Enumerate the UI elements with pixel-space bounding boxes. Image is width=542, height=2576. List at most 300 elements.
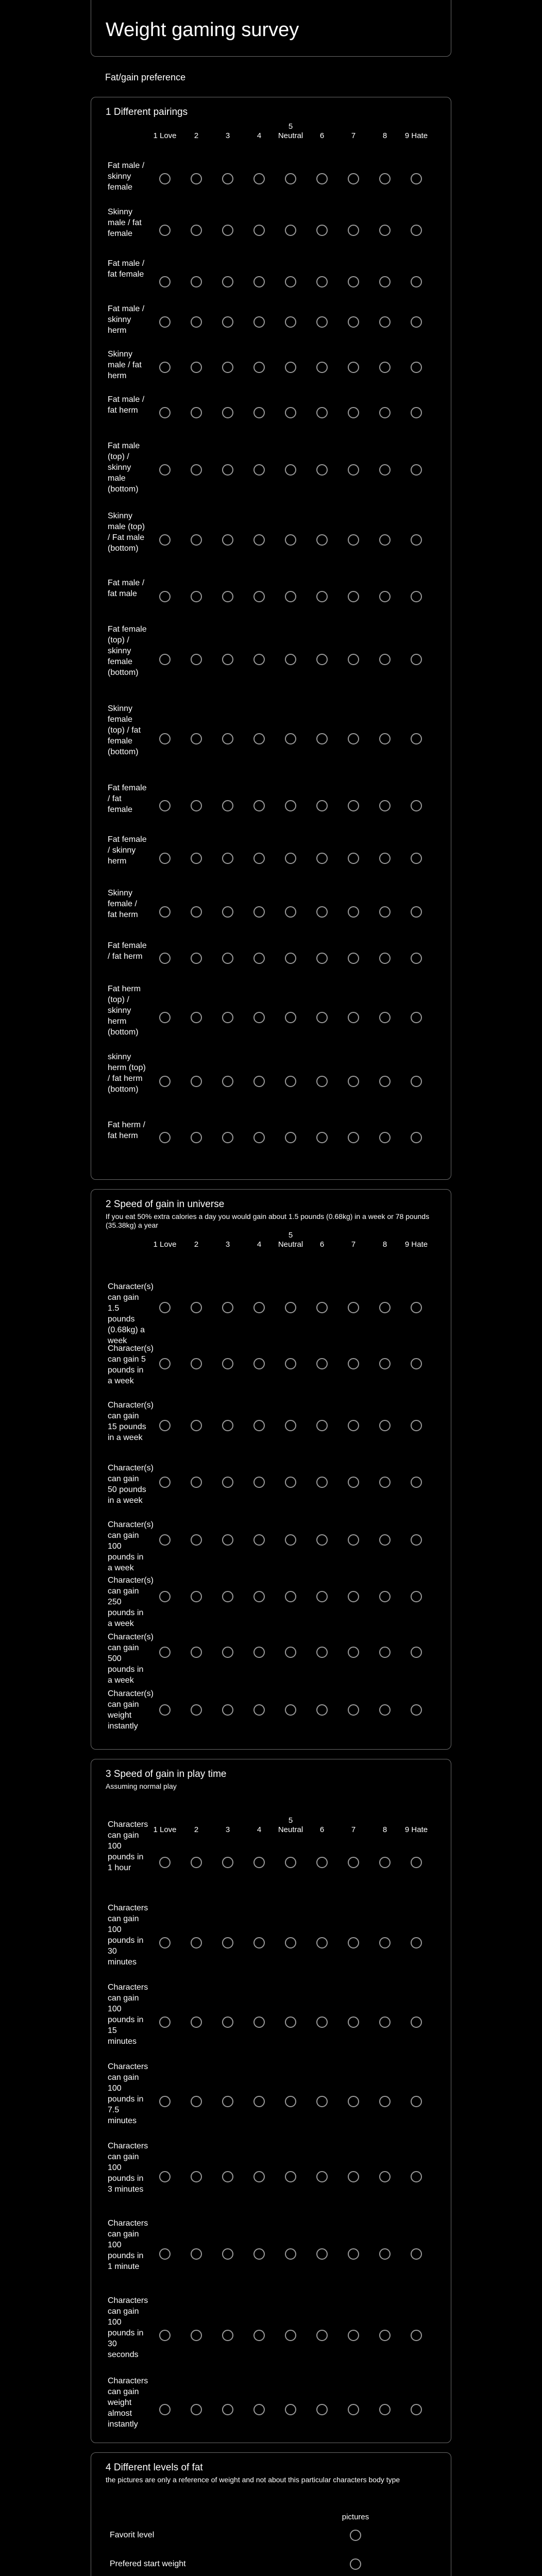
q1-row-13-option-8-radio[interactable]	[379, 853, 391, 864]
q1-row-12-option-7-radio[interactable]	[348, 800, 359, 811]
q1-row-13-option-6-radio[interactable]	[316, 853, 328, 864]
q2-row-5-option-8-radio[interactable]	[379, 1534, 391, 1546]
q1-row-17-option-9-radio[interactable]	[411, 1076, 422, 1087]
q3-row-7-option-7-radio[interactable]	[348, 2330, 359, 2341]
q2-row-1-option-6-radio[interactable]	[316, 1302, 328, 1313]
q2-row-1-option-1-radio[interactable]	[159, 1302, 171, 1313]
q1-row-5-option-4-radio[interactable]	[253, 362, 265, 373]
question-4-row-2-radio[interactable]	[350, 2558, 361, 2570]
q3-row-3-option-6-radio[interactable]	[316, 2016, 328, 2028]
q1-row-10-option-6-radio[interactable]	[316, 654, 328, 665]
q1-row-16-option-7-radio[interactable]	[348, 1012, 359, 1023]
q1-row-13-option-7-radio[interactable]	[348, 853, 359, 864]
q1-row-7-option-7-radio[interactable]	[348, 464, 359, 476]
q2-row-3-option-5-radio[interactable]	[285, 1420, 296, 1431]
q3-row-2-option-8-radio[interactable]	[379, 1937, 391, 1948]
q1-row-12-option-1-radio[interactable]	[159, 800, 171, 811]
q3-row-5-option-4-radio[interactable]	[253, 2171, 265, 2182]
q2-row-3-option-1-radio[interactable]	[159, 1420, 171, 1431]
q3-row-7-option-9-radio[interactable]	[411, 2330, 422, 2341]
q1-row-9-option-3-radio[interactable]	[222, 591, 233, 602]
q1-row-2-option-8-radio[interactable]	[379, 225, 391, 236]
q3-row-1-option-5-radio[interactable]	[285, 1857, 296, 1868]
q1-row-17-option-1-radio[interactable]	[159, 1076, 171, 1087]
q2-row-1-option-5-radio[interactable]	[285, 1302, 296, 1313]
q1-row-11-option-4-radio[interactable]	[253, 733, 265, 744]
q1-row-2-option-2-radio[interactable]	[191, 225, 202, 236]
q1-row-11-option-1-radio[interactable]	[159, 733, 171, 744]
q1-row-4-option-3-radio[interactable]	[222, 316, 233, 328]
q3-row-6-option-4-radio[interactable]	[253, 2248, 265, 2260]
q3-row-5-option-3-radio[interactable]	[222, 2171, 233, 2182]
q1-row-2-option-9-radio[interactable]	[411, 225, 422, 236]
q1-row-3-option-8-radio[interactable]	[379, 276, 391, 287]
q1-row-7-option-5-radio[interactable]	[285, 464, 296, 476]
q1-row-15-option-9-radio[interactable]	[411, 953, 422, 964]
q1-row-16-option-4-radio[interactable]	[253, 1012, 265, 1023]
q3-row-2-option-7-radio[interactable]	[348, 1937, 359, 1948]
q2-row-3-option-9-radio[interactable]	[411, 1420, 422, 1431]
q1-row-17-option-4-radio[interactable]	[253, 1076, 265, 1087]
q1-row-17-option-5-radio[interactable]	[285, 1076, 296, 1087]
q2-row-3-option-4-radio[interactable]	[253, 1420, 265, 1431]
q1-row-11-option-6-radio[interactable]	[316, 733, 328, 744]
q3-row-6-option-7-radio[interactable]	[348, 2248, 359, 2260]
q2-row-2-option-5-radio[interactable]	[285, 1358, 296, 1369]
q3-row-8-option-8-radio[interactable]	[379, 2404, 391, 2415]
q1-row-13-option-4-radio[interactable]	[253, 853, 265, 864]
q3-row-7-option-2-radio[interactable]	[191, 2330, 202, 2341]
q2-row-5-option-5-radio[interactable]	[285, 1534, 296, 1546]
q2-row-2-option-3-radio[interactable]	[222, 1358, 233, 1369]
q1-row-7-option-3-radio[interactable]	[222, 464, 233, 476]
q2-row-1-option-2-radio[interactable]	[191, 1302, 202, 1313]
q2-row-8-option-2-radio[interactable]	[191, 1704, 202, 1716]
q2-row-3-option-2-radio[interactable]	[191, 1420, 202, 1431]
q3-row-1-option-4-radio[interactable]	[253, 1857, 265, 1868]
q1-row-1-option-2-radio[interactable]	[191, 173, 202, 184]
q3-row-1-option-9-radio[interactable]	[411, 1857, 422, 1868]
q3-row-8-option-7-radio[interactable]	[348, 2404, 359, 2415]
q3-row-7-option-6-radio[interactable]	[316, 2330, 328, 2341]
q2-row-1-option-9-radio[interactable]	[411, 1302, 422, 1313]
q2-row-4-option-2-radio[interactable]	[191, 1477, 202, 1488]
q2-row-6-option-4-radio[interactable]	[253, 1591, 265, 1602]
q2-row-1-option-8-radio[interactable]	[379, 1302, 391, 1313]
q3-row-3-option-8-radio[interactable]	[379, 2016, 391, 2028]
q3-row-2-option-3-radio[interactable]	[222, 1937, 233, 1948]
q3-row-1-option-7-radio[interactable]	[348, 1857, 359, 1868]
q1-row-8-option-5-radio[interactable]	[285, 534, 296, 546]
q2-row-7-option-2-radio[interactable]	[191, 1647, 202, 1658]
q1-row-4-option-1-radio[interactable]	[159, 316, 171, 328]
q1-row-1-option-7-radio[interactable]	[348, 173, 359, 184]
q1-row-18-option-8-radio[interactable]	[379, 1132, 391, 1143]
q1-row-5-option-3-radio[interactable]	[222, 362, 233, 373]
q1-row-7-option-1-radio[interactable]	[159, 464, 171, 476]
q1-row-1-option-6-radio[interactable]	[316, 173, 328, 184]
q3-row-2-option-2-radio[interactable]	[191, 1937, 202, 1948]
q2-row-4-option-3-radio[interactable]	[222, 1477, 233, 1488]
q1-row-8-option-9-radio[interactable]	[411, 534, 422, 546]
q2-row-3-option-7-radio[interactable]	[348, 1420, 359, 1431]
q1-row-10-option-9-radio[interactable]	[411, 654, 422, 665]
q2-row-8-option-4-radio[interactable]	[253, 1704, 265, 1716]
q1-row-18-option-1-radio[interactable]	[159, 1132, 171, 1143]
q1-row-17-option-7-radio[interactable]	[348, 1076, 359, 1087]
q1-row-12-option-5-radio[interactable]	[285, 800, 296, 811]
q3-row-5-option-8-radio[interactable]	[379, 2171, 391, 2182]
q3-row-4-option-4-radio[interactable]	[253, 2096, 265, 2107]
q3-row-2-option-9-radio[interactable]	[411, 1937, 422, 1948]
q2-row-6-option-8-radio[interactable]	[379, 1591, 391, 1602]
q2-row-8-option-1-radio[interactable]	[159, 1704, 171, 1716]
q3-row-6-option-9-radio[interactable]	[411, 2248, 422, 2260]
q1-row-14-option-6-radio[interactable]	[316, 906, 328, 918]
q1-row-18-option-7-radio[interactable]	[348, 1132, 359, 1143]
q3-row-5-option-9-radio[interactable]	[411, 2171, 422, 2182]
q1-row-6-option-6-radio[interactable]	[316, 407, 328, 418]
q3-row-2-option-5-radio[interactable]	[285, 1937, 296, 1948]
q1-row-13-option-9-radio[interactable]	[411, 853, 422, 864]
q2-row-8-option-3-radio[interactable]	[222, 1704, 233, 1716]
q3-row-4-option-3-radio[interactable]	[222, 2096, 233, 2107]
q1-row-1-option-9-radio[interactable]	[411, 173, 422, 184]
q2-row-1-option-3-radio[interactable]	[222, 1302, 233, 1313]
q1-row-5-option-1-radio[interactable]	[159, 362, 171, 373]
q1-row-17-option-3-radio[interactable]	[222, 1076, 233, 1087]
q3-row-6-option-8-radio[interactable]	[379, 2248, 391, 2260]
q3-row-8-option-4-radio[interactable]	[253, 2404, 265, 2415]
q1-row-2-option-4-radio[interactable]	[253, 225, 265, 236]
q2-row-2-option-6-radio[interactable]	[316, 1358, 328, 1369]
q1-row-4-option-8-radio[interactable]	[379, 316, 391, 328]
q1-row-5-option-2-radio[interactable]	[191, 362, 202, 373]
q2-row-8-option-9-radio[interactable]	[411, 1704, 422, 1716]
q2-row-5-option-3-radio[interactable]	[222, 1534, 233, 1546]
q3-row-6-option-1-radio[interactable]	[159, 2248, 171, 2260]
q1-row-9-option-4-radio[interactable]	[253, 591, 265, 602]
q1-row-15-option-1-radio[interactable]	[159, 953, 171, 964]
q1-row-5-option-5-radio[interactable]	[285, 362, 296, 373]
q1-row-15-option-3-radio[interactable]	[222, 953, 233, 964]
q1-row-3-option-7-radio[interactable]	[348, 276, 359, 287]
q1-row-12-option-9-radio[interactable]	[411, 800, 422, 811]
q1-row-11-option-2-radio[interactable]	[191, 733, 202, 744]
q1-row-9-option-6-radio[interactable]	[316, 591, 328, 602]
q2-row-4-option-4-radio[interactable]	[253, 1477, 265, 1488]
q2-row-2-option-8-radio[interactable]	[379, 1358, 391, 1369]
q1-row-18-option-6-radio[interactable]	[316, 1132, 328, 1143]
q1-row-10-option-3-radio[interactable]	[222, 654, 233, 665]
q3-row-7-option-5-radio[interactable]	[285, 2330, 296, 2341]
q1-row-10-option-1-radio[interactable]	[159, 654, 171, 665]
q1-row-4-option-4-radio[interactable]	[253, 316, 265, 328]
q1-row-16-option-5-radio[interactable]	[285, 1012, 296, 1023]
q1-row-10-option-2-radio[interactable]	[191, 654, 202, 665]
q2-row-1-option-4-radio[interactable]	[253, 1302, 265, 1313]
q3-row-4-option-9-radio[interactable]	[411, 2096, 422, 2107]
q1-row-12-option-2-radio[interactable]	[191, 800, 202, 811]
q1-row-8-option-4-radio[interactable]	[253, 534, 265, 546]
q1-row-7-option-6-radio[interactable]	[316, 464, 328, 476]
q1-row-12-option-4-radio[interactable]	[253, 800, 265, 811]
q3-row-3-option-2-radio[interactable]	[191, 2016, 202, 2028]
q1-row-10-option-7-radio[interactable]	[348, 654, 359, 665]
q1-row-16-option-6-radio[interactable]	[316, 1012, 328, 1023]
q2-row-2-option-1-radio[interactable]	[159, 1358, 171, 1369]
q2-row-4-option-6-radio[interactable]	[316, 1477, 328, 1488]
q1-row-17-option-6-radio[interactable]	[316, 1076, 328, 1087]
q3-row-3-option-1-radio[interactable]	[159, 2016, 171, 2028]
q1-row-12-option-3-radio[interactable]	[222, 800, 233, 811]
q1-row-16-option-3-radio[interactable]	[222, 1012, 233, 1023]
q1-row-14-option-1-radio[interactable]	[159, 906, 171, 918]
q1-row-15-option-2-radio[interactable]	[191, 953, 202, 964]
q3-row-4-option-8-radio[interactable]	[379, 2096, 391, 2107]
q2-row-6-option-5-radio[interactable]	[285, 1591, 296, 1602]
q1-row-4-option-9-radio[interactable]	[411, 316, 422, 328]
q1-row-6-option-4-radio[interactable]	[253, 407, 265, 418]
q3-row-6-option-5-radio[interactable]	[285, 2248, 296, 2260]
q3-row-4-option-2-radio[interactable]	[191, 2096, 202, 2107]
q1-row-13-option-3-radio[interactable]	[222, 853, 233, 864]
q1-row-11-option-9-radio[interactable]	[411, 733, 422, 744]
q1-row-12-option-8-radio[interactable]	[379, 800, 391, 811]
q3-row-3-option-5-radio[interactable]	[285, 2016, 296, 2028]
q2-row-3-option-6-radio[interactable]	[316, 1420, 328, 1431]
q3-row-8-option-3-radio[interactable]	[222, 2404, 233, 2415]
q1-row-11-option-8-radio[interactable]	[379, 733, 391, 744]
q1-row-5-option-7-radio[interactable]	[348, 362, 359, 373]
q2-row-8-option-5-radio[interactable]	[285, 1704, 296, 1716]
q3-row-2-option-1-radio[interactable]	[159, 1937, 171, 1948]
q3-row-1-option-8-radio[interactable]	[379, 1857, 391, 1868]
q1-row-6-option-1-radio[interactable]	[159, 407, 171, 418]
q2-row-2-option-2-radio[interactable]	[191, 1358, 202, 1369]
q3-row-6-option-3-radio[interactable]	[222, 2248, 233, 2260]
q1-row-18-option-4-radio[interactable]	[253, 1132, 265, 1143]
question-4-row-1-radio[interactable]	[350, 2530, 361, 2541]
q3-row-3-option-9-radio[interactable]	[411, 2016, 422, 2028]
q1-row-3-option-2-radio[interactable]	[191, 276, 202, 287]
q1-row-18-option-3-radio[interactable]	[222, 1132, 233, 1143]
q1-row-6-option-3-radio[interactable]	[222, 407, 233, 418]
q1-row-6-option-7-radio[interactable]	[348, 407, 359, 418]
q1-row-18-option-5-radio[interactable]	[285, 1132, 296, 1143]
q2-row-2-option-4-radio[interactable]	[253, 1358, 265, 1369]
q2-row-8-option-6-radio[interactable]	[316, 1704, 328, 1716]
q2-row-3-option-3-radio[interactable]	[222, 1420, 233, 1431]
q1-row-11-option-7-radio[interactable]	[348, 733, 359, 744]
q2-row-6-option-9-radio[interactable]	[411, 1591, 422, 1602]
q2-row-7-option-7-radio[interactable]	[348, 1647, 359, 1658]
q1-row-13-option-1-radio[interactable]	[159, 853, 171, 864]
q2-row-6-option-2-radio[interactable]	[191, 1591, 202, 1602]
q1-row-9-option-5-radio[interactable]	[285, 591, 296, 602]
q1-row-1-option-3-radio[interactable]	[222, 173, 233, 184]
q3-row-1-option-3-radio[interactable]	[222, 1857, 233, 1868]
q2-row-7-option-5-radio[interactable]	[285, 1647, 296, 1658]
q1-row-8-option-8-radio[interactable]	[379, 534, 391, 546]
q1-row-4-option-5-radio[interactable]	[285, 316, 296, 328]
q1-row-14-option-4-radio[interactable]	[253, 906, 265, 918]
q3-row-5-option-7-radio[interactable]	[348, 2171, 359, 2182]
q1-row-7-option-9-radio[interactable]	[411, 464, 422, 476]
q2-row-5-option-9-radio[interactable]	[411, 1534, 422, 1546]
q1-row-2-option-7-radio[interactable]	[348, 225, 359, 236]
q1-row-4-option-2-radio[interactable]	[191, 316, 202, 328]
q2-row-7-option-6-radio[interactable]	[316, 1647, 328, 1658]
q1-row-8-option-1-radio[interactable]	[159, 534, 171, 546]
q1-row-17-option-2-radio[interactable]	[191, 1076, 202, 1087]
q1-row-4-option-6-radio[interactable]	[316, 316, 328, 328]
q2-row-8-option-8-radio[interactable]	[379, 1704, 391, 1716]
q1-row-14-option-9-radio[interactable]	[411, 906, 422, 918]
q1-row-3-option-9-radio[interactable]	[411, 276, 422, 287]
q1-row-10-option-8-radio[interactable]	[379, 654, 391, 665]
q1-row-18-option-9-radio[interactable]	[411, 1132, 422, 1143]
q3-row-8-option-1-radio[interactable]	[159, 2404, 171, 2415]
q1-row-16-option-1-radio[interactable]	[159, 1012, 171, 1023]
q2-row-4-option-5-radio[interactable]	[285, 1477, 296, 1488]
q3-row-4-option-6-radio[interactable]	[316, 2096, 328, 2107]
q1-row-5-option-6-radio[interactable]	[316, 362, 328, 373]
q2-row-4-option-8-radio[interactable]	[379, 1477, 391, 1488]
q2-row-4-option-7-radio[interactable]	[348, 1477, 359, 1488]
q1-row-15-option-5-radio[interactable]	[285, 953, 296, 964]
q2-row-2-option-9-radio[interactable]	[411, 1358, 422, 1369]
q1-row-17-option-8-radio[interactable]	[379, 1076, 391, 1087]
q3-row-5-option-5-radio[interactable]	[285, 2171, 296, 2182]
q1-row-2-option-3-radio[interactable]	[222, 225, 233, 236]
q1-row-1-option-4-radio[interactable]	[253, 173, 265, 184]
q2-row-7-option-8-radio[interactable]	[379, 1647, 391, 1658]
q1-row-8-option-6-radio[interactable]	[316, 534, 328, 546]
q3-row-2-option-4-radio[interactable]	[253, 1937, 265, 1948]
q1-row-9-option-1-radio[interactable]	[159, 591, 171, 602]
q1-row-5-option-9-radio[interactable]	[411, 362, 422, 373]
q3-row-8-option-9-radio[interactable]	[411, 2404, 422, 2415]
q1-row-5-option-8-radio[interactable]	[379, 362, 391, 373]
q3-row-7-option-8-radio[interactable]	[379, 2330, 391, 2341]
q1-row-3-option-6-radio[interactable]	[316, 276, 328, 287]
q3-row-3-option-4-radio[interactable]	[253, 2016, 265, 2028]
q1-row-9-option-2-radio[interactable]	[191, 591, 202, 602]
q2-row-1-option-7-radio[interactable]	[348, 1302, 359, 1313]
q2-row-7-option-3-radio[interactable]	[222, 1647, 233, 1658]
q1-row-9-option-7-radio[interactable]	[348, 591, 359, 602]
q2-row-6-option-6-radio[interactable]	[316, 1591, 328, 1602]
q3-row-5-option-2-radio[interactable]	[191, 2171, 202, 2182]
q1-row-14-option-5-radio[interactable]	[285, 906, 296, 918]
q1-row-6-option-2-radio[interactable]	[191, 407, 202, 418]
q1-row-1-option-8-radio[interactable]	[379, 173, 391, 184]
q1-row-2-option-6-radio[interactable]	[316, 225, 328, 236]
q3-row-4-option-1-radio[interactable]	[159, 2096, 171, 2107]
q1-row-6-option-9-radio[interactable]	[411, 407, 422, 418]
q3-row-1-option-2-radio[interactable]	[191, 1857, 202, 1868]
q1-row-3-option-1-radio[interactable]	[159, 276, 171, 287]
q2-row-6-option-7-radio[interactable]	[348, 1591, 359, 1602]
q3-row-6-option-2-radio[interactable]	[191, 2248, 202, 2260]
q3-row-4-option-7-radio[interactable]	[348, 2096, 359, 2107]
q1-row-2-option-5-radio[interactable]	[285, 225, 296, 236]
q2-row-2-option-7-radio[interactable]	[348, 1358, 359, 1369]
q1-row-11-option-5-radio[interactable]	[285, 733, 296, 744]
q2-row-3-option-8-radio[interactable]	[379, 1420, 391, 1431]
q1-row-2-option-1-radio[interactable]	[159, 225, 171, 236]
q1-row-3-option-5-radio[interactable]	[285, 276, 296, 287]
q3-row-8-option-2-radio[interactable]	[191, 2404, 202, 2415]
q1-row-6-option-5-radio[interactable]	[285, 407, 296, 418]
q1-row-10-option-5-radio[interactable]	[285, 654, 296, 665]
q3-row-1-option-6-radio[interactable]	[316, 1857, 328, 1868]
q1-row-4-option-7-radio[interactable]	[348, 316, 359, 328]
q3-row-7-option-3-radio[interactable]	[222, 2330, 233, 2341]
q3-row-6-option-6-radio[interactable]	[316, 2248, 328, 2260]
q1-row-12-option-6-radio[interactable]	[316, 800, 328, 811]
q3-row-8-option-6-radio[interactable]	[316, 2404, 328, 2415]
q2-row-6-option-1-radio[interactable]	[159, 1591, 171, 1602]
q1-row-14-option-2-radio[interactable]	[191, 906, 202, 918]
q1-row-10-option-4-radio[interactable]	[253, 654, 265, 665]
q2-row-4-option-1-radio[interactable]	[159, 1477, 171, 1488]
q1-row-8-option-7-radio[interactable]	[348, 534, 359, 546]
q1-row-14-option-8-radio[interactable]	[379, 906, 391, 918]
q3-row-3-option-7-radio[interactable]	[348, 2016, 359, 2028]
q3-row-7-option-1-radio[interactable]	[159, 2330, 171, 2341]
q1-row-13-option-2-radio[interactable]	[191, 853, 202, 864]
q1-row-3-option-3-radio[interactable]	[222, 276, 233, 287]
q1-row-16-option-9-radio[interactable]	[411, 1012, 422, 1023]
q1-row-15-option-7-radio[interactable]	[348, 953, 359, 964]
q2-row-6-option-3-radio[interactable]	[222, 1591, 233, 1602]
q1-row-11-option-3-radio[interactable]	[222, 733, 233, 744]
q3-row-5-option-1-radio[interactable]	[159, 2171, 171, 2182]
q2-row-5-option-1-radio[interactable]	[159, 1534, 171, 1546]
q1-row-13-option-5-radio[interactable]	[285, 853, 296, 864]
q2-row-7-option-1-radio[interactable]	[159, 1647, 171, 1658]
q1-row-7-option-8-radio[interactable]	[379, 464, 391, 476]
q3-row-1-option-1-radio[interactable]	[159, 1857, 171, 1868]
q1-row-14-option-3-radio[interactable]	[222, 906, 233, 918]
q1-row-7-option-4-radio[interactable]	[253, 464, 265, 476]
q3-row-2-option-6-radio[interactable]	[316, 1937, 328, 1948]
q1-row-9-option-9-radio[interactable]	[411, 591, 422, 602]
q3-row-8-option-5-radio[interactable]	[285, 2404, 296, 2415]
q1-row-1-option-1-radio[interactable]	[159, 173, 171, 184]
q1-row-3-option-4-radio[interactable]	[253, 276, 265, 287]
q1-row-14-option-7-radio[interactable]	[348, 906, 359, 918]
q1-row-15-option-8-radio[interactable]	[379, 953, 391, 964]
q3-row-4-option-5-radio[interactable]	[285, 2096, 296, 2107]
q2-row-5-option-4-radio[interactable]	[253, 1534, 265, 1546]
q2-row-5-option-2-radio[interactable]	[191, 1534, 202, 1546]
q1-row-8-option-2-radio[interactable]	[191, 534, 202, 546]
q1-row-6-option-8-radio[interactable]	[379, 407, 391, 418]
q2-row-4-option-9-radio[interactable]	[411, 1477, 422, 1488]
q1-row-8-option-3-radio[interactable]	[222, 534, 233, 546]
q3-row-3-option-3-radio[interactable]	[222, 2016, 233, 2028]
q3-row-7-option-4-radio[interactable]	[253, 2330, 265, 2341]
q2-row-7-option-4-radio[interactable]	[253, 1647, 265, 1658]
q1-row-15-option-6-radio[interactable]	[316, 953, 328, 964]
q1-row-16-option-8-radio[interactable]	[379, 1012, 391, 1023]
q2-row-8-option-7-radio[interactable]	[348, 1704, 359, 1716]
q1-row-16-option-2-radio[interactable]	[191, 1012, 202, 1023]
q3-row-5-option-6-radio[interactable]	[316, 2171, 328, 2182]
